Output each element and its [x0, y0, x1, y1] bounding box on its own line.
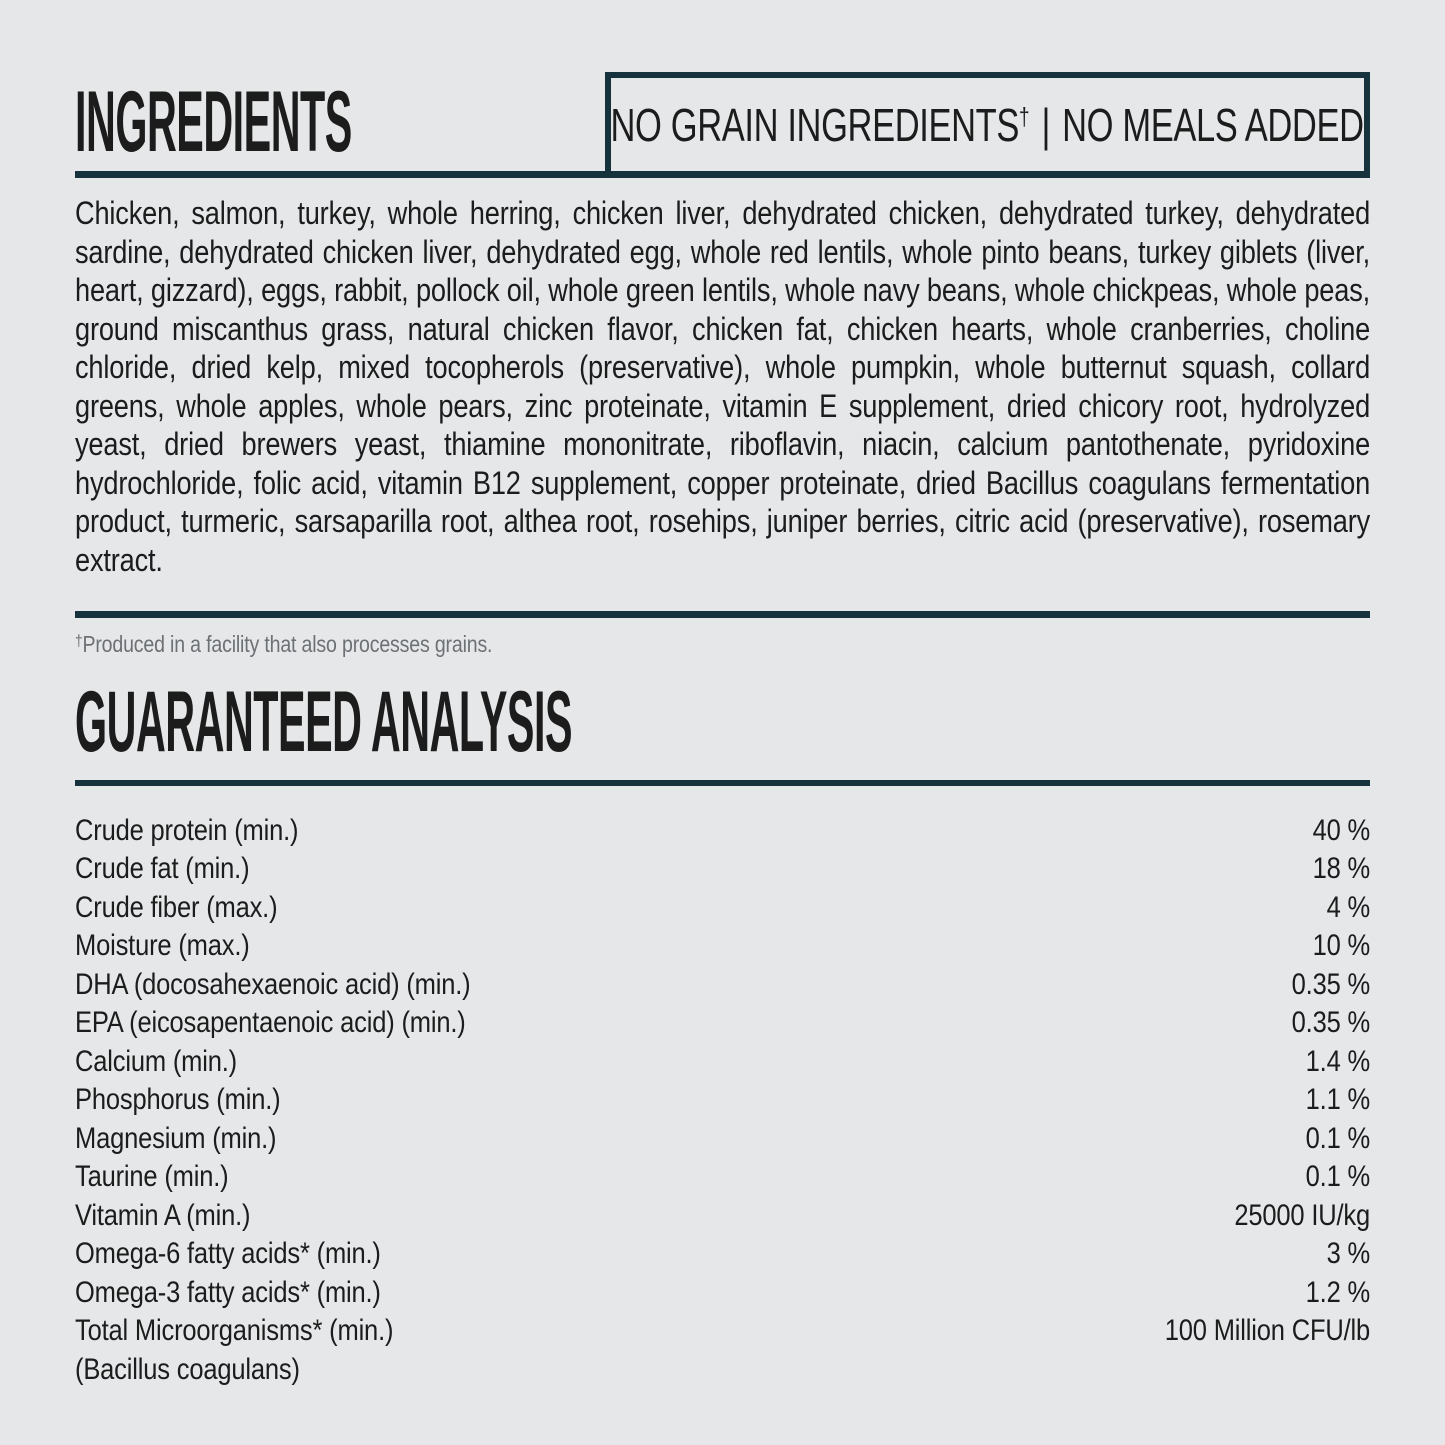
facility-footnote-text: Produced in a facility that also processes grains. [82, 631, 493, 657]
analysis-row-label: Crude protein (min.) [75, 813, 299, 847]
guaranteed-analysis-divider-rule [75, 780, 1370, 786]
pet-food-label [75, 0, 1370, 1389]
badge-left-text: NO GRAIN INGREDIENTS [610, 99, 1020, 151]
analysis-row-label: Magnesium (min.) [75, 1121, 277, 1155]
analysis-row [75, 1043, 1370, 1082]
dagger-symbol: † [1019, 103, 1030, 131]
analysis-row-value: 40 % [1312, 813, 1371, 847]
analysis-row-label: Omega-6 fatty acids* (min.) [75, 1237, 381, 1271]
analysis-row-value: 100 Million CFU/lb [1164, 1314, 1371, 1348]
analysis-row [75, 1235, 1370, 1274]
analysis-row [75, 1120, 1370, 1159]
badge-separator: | [1041, 99, 1051, 151]
ingredients-header [75, 0, 1370, 178]
analysis-row-value: 25000 IU/kg [1234, 1198, 1371, 1232]
analysis-row-value: 10 % [1312, 929, 1371, 963]
analysis-row-value: 1.1 % [1305, 1083, 1371, 1117]
analysis-row-label: Calcium (min.) [75, 1044, 237, 1078]
analysis-row-label: Omega-3 fatty acids* (min.) [75, 1275, 381, 1309]
analysis-row-value: 0.1 % [1305, 1121, 1371, 1155]
ingredients-bottom-rule [75, 611, 1370, 618]
badge-right-text: NO MEALS ADDED [1062, 99, 1365, 151]
analysis-row [75, 1312, 1370, 1351]
analysis-row-value: 3 % [1326, 1237, 1371, 1271]
analysis-row-label: Taurine (min.) [75, 1160, 229, 1194]
guaranteed-analysis-title: GUARANTEED ANALYSIS [75, 674, 573, 770]
dagger-symbol: † [75, 632, 83, 650]
analysis-row [75, 812, 1370, 851]
analysis-row [75, 889, 1370, 928]
analysis-row-value: 18 % [1312, 852, 1371, 886]
analysis-row [75, 927, 1370, 966]
analysis-row-value: 0.35 % [1291, 967, 1371, 1001]
facility-footnote [75, 626, 1370, 659]
analysis-row-value: 1.2 % [1305, 1275, 1371, 1309]
analysis-row [75, 1197, 1370, 1236]
no-grain-badge [605, 72, 1370, 178]
analysis-row-value: 1.4 % [1305, 1044, 1371, 1078]
guaranteed-analysis-table [75, 812, 1370, 1390]
analysis-row [75, 1004, 1370, 1043]
ingredients-paragraph: Chicken, salmon, turkey, whole herring, chicken liver, dehydrated chicken, dehydrated turkey, dehydrated sardine, dehydrated chicken liver, dehydrated egg, whole red lentils, whole pinto beans, turkey giblets (liver, heart, gizzard), eggs, rabbit, pollock oil, whole green lentils, whole navy beans, whole chickpeas, whole peas, ground miscanthus grass, natural chicken flavor, chicken fat, chicken hearts, whole cranberries, choline chloride, dried kelp, mixed tocopherols (preservative), whole pumpkin, whole butternut squash, collard greens, whole apples, whole pears, zinc proteinate, vitamin E supplement, dried chicory root, hydrolyzed yeast, dried brewers yeast, thiamine mononitrate, riboflavin, niacin, calcium pantothenate, pyridoxine hydrochloride, folic acid, vitamin B12 supplement, copper proteinate, dried Bacillus coagulans fermentation product, turmeric, sarsaparilla root, althea root, rosehips, juniper berries, citric acid (preservative), rosemary extract. [75, 195, 1371, 578]
analysis-row [75, 1351, 1370, 1390]
no-grain-badge-text [611, 98, 1364, 152]
analysis-row [75, 1081, 1370, 1120]
analysis-row-value: 0.35 % [1291, 1006, 1371, 1040]
ingredients-title: INGREDIENTS [75, 74, 352, 171]
analysis-row-label: Moisture (max.) [75, 929, 250, 963]
analysis-row-label: Total Microorganisms* (min.) [75, 1314, 394, 1348]
analysis-row [75, 1158, 1370, 1197]
analysis-row [75, 966, 1370, 1005]
analysis-row-value: 4 % [1326, 890, 1371, 924]
analysis-row [75, 1274, 1370, 1313]
analysis-row-label: Vitamin A (min.) [75, 1198, 251, 1232]
analysis-row-label: Phosphorus (min.) [75, 1083, 281, 1117]
analysis-row-label: Crude fat (min.) [75, 852, 250, 886]
analysis-row [75, 850, 1370, 889]
analysis-row-label: Crude fiber (max.) [75, 890, 278, 924]
analysis-row-label: (Bacillus coagulans) [75, 1352, 300, 1386]
analysis-row-label: DHA (docosahexaenoic acid) (min.) [75, 967, 471, 1001]
ingredients-divider-rule [75, 171, 1370, 178]
analysis-row-value: 0.1 % [1305, 1160, 1371, 1194]
analysis-row-label: EPA (eicosapentaenoic acid) (min.) [75, 1006, 466, 1040]
